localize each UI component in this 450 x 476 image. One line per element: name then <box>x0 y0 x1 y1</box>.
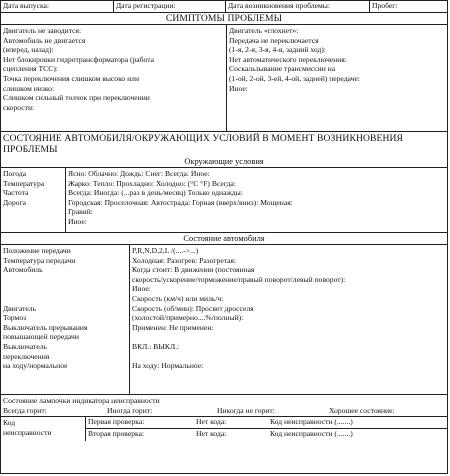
vehicle-motion-options[interactable]: Когда стоит: В движении (постоянная <box>132 265 255 275</box>
symptom-item[interactable]: Нет автоматического переключения: <box>229 54 347 64</box>
indicator-good[interactable]: Хорошее состояние: <box>329 406 395 415</box>
frequency-options[interactable]: Всегда: Иногда: (...раз в день/месяц) Только однажды: <box>68 188 243 198</box>
symptom-item[interactable]: Передача не переключается <box>229 35 319 45</box>
brake-label: Тормоз <box>3 313 27 323</box>
weather-options[interactable]: Ясно: Облачно: Дождь: Снег: Всегда: Иное: <box>68 169 210 178</box>
indicator-options <box>1 406 447 416</box>
conditions-title <box>1 132 447 156</box>
throttle-field[interactable]: (холостой/примерно....%/полный): <box>132 313 244 323</box>
vehicle-title <box>1 233 447 245</box>
vehicle-section <box>1 245 447 395</box>
symptoms-title-text: СИМПТОМЫ ПРОБЛЕМЫ <box>165 13 283 24</box>
symptom-item: слишком низко: <box>3 83 55 93</box>
weather-label: Погода <box>3 169 27 178</box>
symptom-item[interactable]: Двигатель не заводится: <box>3 26 82 35</box>
symptoms-section <box>1 25 447 132</box>
gear-temperature-options[interactable]: Холодная: Разогрев: Разогретая: <box>132 255 237 265</box>
brake-options[interactable]: Применен: Не применен: <box>132 322 214 332</box>
vehicle-motion-options-2[interactable]: скорость/ускорение/торможение/правый поворот/левый поворот): <box>132 274 346 284</box>
frequency-label: Частота <box>3 188 29 198</box>
second-check-code[interactable]: Код неисправности (.......) <box>270 429 353 438</box>
release-date-field[interactable]: Дата выпуска: <box>3 1 50 10</box>
header-row <box>1 1 447 13</box>
shift-switch-label: Выключатель <box>3 341 47 351</box>
gear-position-options[interactable]: P,R,N,D,2,L /(....->...) <box>132 246 199 255</box>
symptom-item[interactable]: Двигатель «глохнет»: <box>229 26 299 35</box>
engine-label: Двигатель <box>3 303 37 313</box>
second-check-row <box>86 429 447 440</box>
first-check-code[interactable]: Код неисправности (.......) <box>270 417 353 426</box>
symptom-item[interactable]: Автомобиль не двигается <box>3 35 86 45</box>
indicator-title: Состояние лампочки индикатора неисправности <box>3 396 160 405</box>
first-check-label: Первая проверка: <box>88 417 145 426</box>
environment-section <box>1 168 447 233</box>
overdrive-switch-label-2: повышающей передачи <box>3 332 79 342</box>
road-options-other[interactable]: Иное: <box>68 216 87 226</box>
symptom-item: скорости: <box>3 102 35 112</box>
fault-code-section <box>1 417 447 441</box>
temperature-label: Температура <box>3 178 45 188</box>
symptom-item[interactable]: Иное: <box>229 83 248 93</box>
symptom-item[interactable]: Слишком сильный толчок при переключении <box>3 93 150 103</box>
conditions-title-text: СОСТОЯНИЕ АВТОМОБИЛЯ/ОКРУЖАЮЩИХ УСЛОВИЙ В МОМЕНТ ВОЗНИКНОВЕНИЯ ПРОБЛЕМЫ <box>3 133 404 155</box>
symptoms-right-column <box>226 25 447 131</box>
mileage-field[interactable]: Пробег: <box>369 1 447 12</box>
spacer <box>3 275 129 285</box>
vehicle-other[interactable]: Иное: <box>132 284 151 294</box>
gear-position-label: Положение передачи <box>3 246 71 255</box>
environment-title <box>1 156 447 168</box>
indicator-sometimes[interactable]: Иногда горит: <box>107 406 153 415</box>
fault-code-label <box>1 417 85 441</box>
second-check-label: Вторая проверка: <box>88 429 145 438</box>
rpm-field[interactable]: Скорость (об/мин): Просвет дросселя <box>132 303 254 313</box>
vehicle-values <box>129 245 447 394</box>
gear-temperature-label: Температура передачи <box>3 255 76 265</box>
symptom-item: (вперед, назад): <box>3 45 54 55</box>
environment-labels <box>1 168 65 232</box>
spacer <box>132 332 447 342</box>
symptom-item[interactable]: Точка переключения слишком высоко или <box>3 73 140 83</box>
spacer <box>3 294 129 304</box>
vehicle-title-text: Состояние автомобиля <box>183 234 265 243</box>
problem-date-field[interactable]: Дата возникновения проблемы: <box>225 1 369 12</box>
road-options[interactable]: Городская: Проселочная: Автострада: Горная (вверх/вниз): Мощеная: <box>68 197 293 207</box>
indicator-always[interactable]: Всегда горит: <box>3 406 47 415</box>
vehicle-labels <box>1 245 129 394</box>
first-check-row <box>86 417 447 429</box>
symptoms-title <box>1 13 447 25</box>
fault-code-label-1: Код <box>3 418 16 427</box>
road-options-gravel[interactable]: Гравий: <box>68 207 93 217</box>
symptom-item[interactable]: Соскальзывание трансмиссии на <box>229 64 336 74</box>
indicator-section <box>1 395 447 417</box>
registration-date-field[interactable]: Дата регистрации: <box>113 1 225 12</box>
symptom-item[interactable]: Нет блокировки гидротрансформатора (работа <box>3 54 155 64</box>
shift-switch-options[interactable]: На ходу: Нормальное: <box>132 361 204 371</box>
symptom-item: (1-я, 2-я, 3-я, 4-я, задний ход): <box>229 45 326 55</box>
fault-code-label-2: неисправности <box>3 427 52 437</box>
first-check-no-code[interactable]: Нет кода: <box>196 417 227 426</box>
shift-switch-label-3: на ходу/нормальное <box>3 361 68 371</box>
spacer <box>3 284 129 294</box>
second-check-no-code[interactable]: Нет кода: <box>196 429 227 438</box>
overdrive-switch-label: Выключатель прерывания <box>3 322 88 332</box>
fault-code-checks <box>85 417 447 441</box>
temperature-options[interactable]: Жарко: Тепло: Прохладно: Холодно: (°C °F) Всегда: <box>68 178 236 188</box>
road-label: Дорога <box>3 197 27 207</box>
symptoms-left-column <box>1 25 226 131</box>
overdrive-options[interactable]: ВКЛ.: ВЫКЛ.: <box>132 341 180 351</box>
vehicle-label: Автомобиль <box>3 265 43 275</box>
environment-values <box>65 168 447 232</box>
speed-field[interactable]: Скорость (км/ч) или миль/ч: <box>132 293 224 303</box>
shift-switch-label-2: переключения <box>3 351 50 361</box>
environment-title-text: Окружающие условия <box>184 157 264 166</box>
symptom-item: (1-ой, 2-ой, 3-ей, 4-ой, задней) передаче: <box>229 73 360 83</box>
symptom-item: сцепления ТСС): <box>3 64 58 74</box>
spacer <box>132 352 447 362</box>
indicator-never[interactable]: Никогда не горит: <box>217 406 275 415</box>
